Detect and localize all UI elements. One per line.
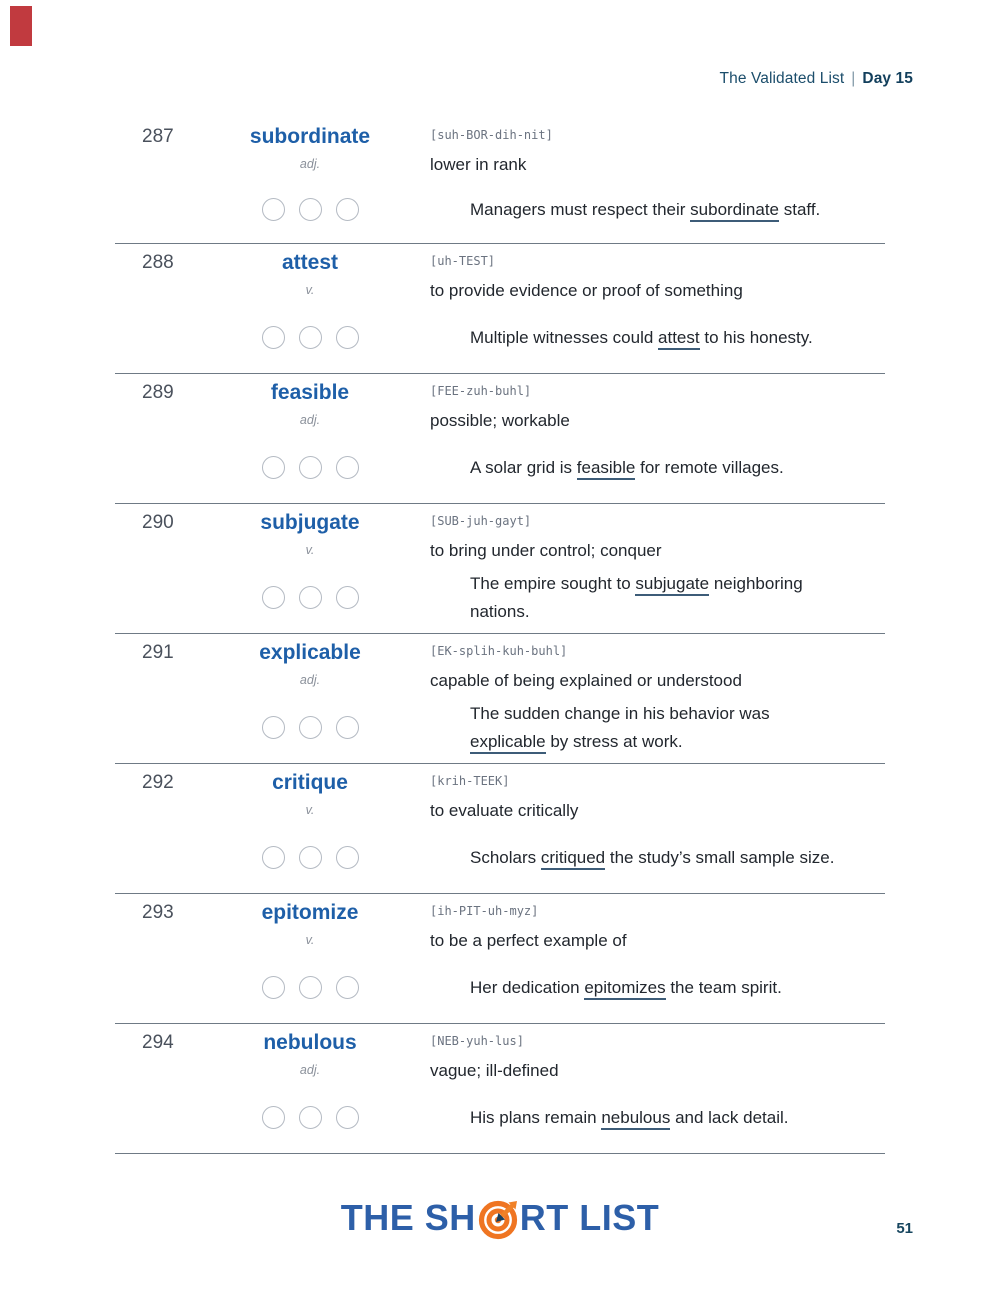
practice-circle[interactable] (336, 716, 359, 739)
practice-circles (262, 1078, 359, 1153)
vocab-list (115, 118, 885, 1154)
entry-example (430, 432, 885, 503)
entry-number: 289 (142, 382, 174, 403)
page-number: 51 (896, 1220, 913, 1237)
practice-circles (262, 298, 359, 373)
entry-content-column (405, 1024, 885, 1153)
practice-circle[interactable] (262, 976, 285, 999)
entry-definition: possible; workable (430, 411, 570, 430)
vocab-entry-row (115, 1024, 885, 1154)
entry-definition: vague; ill-defined (430, 1061, 559, 1080)
entry-part-of-speech: adj. (299, 413, 321, 427)
header-day: Day 15 (862, 70, 913, 87)
practice-circle[interactable] (262, 198, 285, 221)
practice-circles (262, 818, 359, 893)
entry-word: attest (281, 251, 339, 274)
practice-circle[interactable] (336, 586, 359, 609)
example-line: His plans remain nebulous and lack detail. (470, 1104, 885, 1132)
entry-word-column (215, 118, 405, 243)
entry-pronunciation: [suh-BOR-dih-nit] (430, 128, 553, 142)
practice-circle[interactable] (299, 198, 322, 221)
example-line: Managers must respect their subordinate staff. (470, 196, 885, 224)
logo-text-prefix: THE SH (340, 1197, 476, 1238)
entry-example (430, 1082, 885, 1153)
example-line: The sudden change in his behavior was (470, 703, 770, 723)
entry-content-column (405, 244, 885, 373)
entry-definition: capable of being explained or understood (430, 671, 742, 690)
entry-word-column (215, 894, 405, 1023)
entry-pronunciation: [SUB-juh-gayt] (430, 514, 532, 528)
entry-word-column (215, 244, 405, 373)
entry-number: 291 (142, 642, 174, 663)
entry-number: 290 (142, 512, 174, 533)
entry-part-of-speech: v. (305, 933, 315, 947)
entry-part-of-speech: v. (305, 543, 315, 557)
practice-circle[interactable] (262, 326, 285, 349)
entry-definition: to bring under control; conquer (430, 541, 662, 560)
example-line: Multiple witnesses could attest to his honesty. (470, 324, 885, 352)
entry-word: feasible (270, 381, 350, 404)
entry-word: epitomize (261, 901, 359, 924)
practice-circle[interactable] (299, 326, 322, 349)
underlined-vocab-word: epitomizes (584, 978, 665, 1000)
practice-circles (262, 428, 359, 503)
practice-circle[interactable] (299, 586, 322, 609)
entry-number: 288 (142, 252, 174, 273)
practice-circle[interactable] (262, 1106, 285, 1129)
entry-number: 287 (142, 126, 174, 147)
underlined-vocab-word: feasible (577, 458, 636, 480)
practice-circle[interactable] (262, 846, 285, 869)
entry-example (430, 302, 885, 373)
header-separator: | (851, 70, 856, 87)
vocab-entry-row (115, 894, 885, 1024)
entry-pronunciation: [uh-TEST] (430, 254, 496, 268)
example-line: nations. (470, 601, 530, 621)
underlined-vocab-word: attest (658, 328, 700, 350)
entry-example (430, 822, 885, 893)
entry-content-column (405, 634, 885, 763)
example-line: Her dedication epitomizes the team spirit. (470, 974, 885, 1002)
entry-part-of-speech: adj. (299, 673, 321, 687)
entry-example (430, 692, 885, 763)
vocab-entry-row (115, 634, 885, 764)
entry-part-of-speech: adj. (299, 157, 321, 171)
practice-circle[interactable] (262, 716, 285, 739)
practice-circle[interactable] (299, 976, 322, 999)
entry-word: subordinate (249, 125, 371, 148)
example-line: Scholars critiqued the study’s small sample size. (470, 844, 885, 872)
practice-circle[interactable] (262, 586, 285, 609)
vocab-entry-row (115, 764, 885, 894)
practice-circle[interactable] (336, 326, 359, 349)
practice-circle[interactable] (336, 456, 359, 479)
vocab-entry-row (115, 244, 885, 374)
practice-circle[interactable] (299, 1106, 322, 1129)
practice-circles (262, 172, 359, 243)
entry-content-column (405, 504, 885, 633)
entry-part-of-speech: adj. (299, 1063, 321, 1077)
entry-word-column (215, 374, 405, 503)
underlined-vocab-word: subordinate (690, 200, 779, 222)
entry-word: nebulous (263, 1031, 357, 1054)
entry-word-column (215, 504, 405, 633)
example-line: A solar grid is feasible for remote villages. (470, 454, 885, 482)
practice-circle[interactable] (336, 1106, 359, 1129)
brand-logo (0, 1194, 1000, 1242)
corner-mark (10, 6, 32, 46)
example-line: The empire sought to subjugate neighboring (470, 570, 885, 598)
underlined-vocab-word: critiqued (541, 848, 605, 870)
entry-definition: to be a perfect example of (430, 931, 627, 950)
practice-circles (262, 688, 359, 763)
page-header (720, 70, 913, 88)
entry-example (430, 562, 885, 633)
entry-pronunciation: [FEE-zuh-buhl] (430, 384, 532, 398)
practice-circles (262, 558, 359, 633)
practice-circle[interactable] (299, 846, 322, 869)
entry-word: critique (272, 771, 348, 794)
practice-circle[interactable] (336, 198, 359, 221)
vocab-entry-row (115, 118, 885, 244)
practice-circle[interactable] (299, 716, 322, 739)
entry-part-of-speech: v. (305, 803, 315, 817)
entry-number: 293 (142, 902, 174, 923)
entry-example (430, 176, 885, 243)
vocab-entry-row (115, 504, 885, 634)
entry-word: subjugate (260, 511, 360, 534)
entry-definition: to provide evidence or proof of something (430, 281, 743, 300)
entry-definition: lower in rank (430, 155, 527, 174)
entry-content-column (405, 118, 885, 243)
entry-pronunciation: [EK-splih-kuh-buhl] (430, 644, 568, 658)
entry-pronunciation: [ih-PIT-uh-myz] (430, 904, 539, 918)
example-line: explicable by stress at work. (470, 728, 885, 756)
entry-word-column (215, 1024, 405, 1153)
practice-circle[interactable] (299, 456, 322, 479)
practice-circles (262, 948, 359, 1023)
practice-circle[interactable] (262, 456, 285, 479)
entry-definition: to evaluate critically (430, 801, 579, 820)
header-title: The Validated List (719, 70, 845, 87)
entry-part-of-speech: v. (305, 283, 315, 297)
underlined-vocab-word: explicable (470, 732, 546, 754)
entry-pronunciation: [NEB-yuh-lus] (430, 1034, 524, 1048)
vocab-entry-row (115, 374, 885, 504)
entry-word-column (215, 764, 405, 893)
underlined-vocab-word: subjugate (635, 574, 709, 596)
bullseye-target-icon (477, 1199, 519, 1241)
practice-circle[interactable] (336, 976, 359, 999)
entry-example (430, 952, 885, 1023)
practice-circle[interactable] (336, 846, 359, 869)
entry-number: 292 (142, 772, 174, 793)
entry-word: explicable (259, 641, 361, 664)
entry-content-column (405, 894, 885, 1023)
entry-number: 294 (142, 1032, 174, 1053)
entry-word-column (215, 634, 405, 763)
entry-content-column (405, 764, 885, 893)
entry-pronunciation: [krih-TEEK] (430, 774, 510, 788)
logo-text-suffix: RT LIST (519, 1197, 660, 1238)
underlined-vocab-word: nebulous (601, 1108, 670, 1130)
entry-content-column (405, 374, 885, 503)
